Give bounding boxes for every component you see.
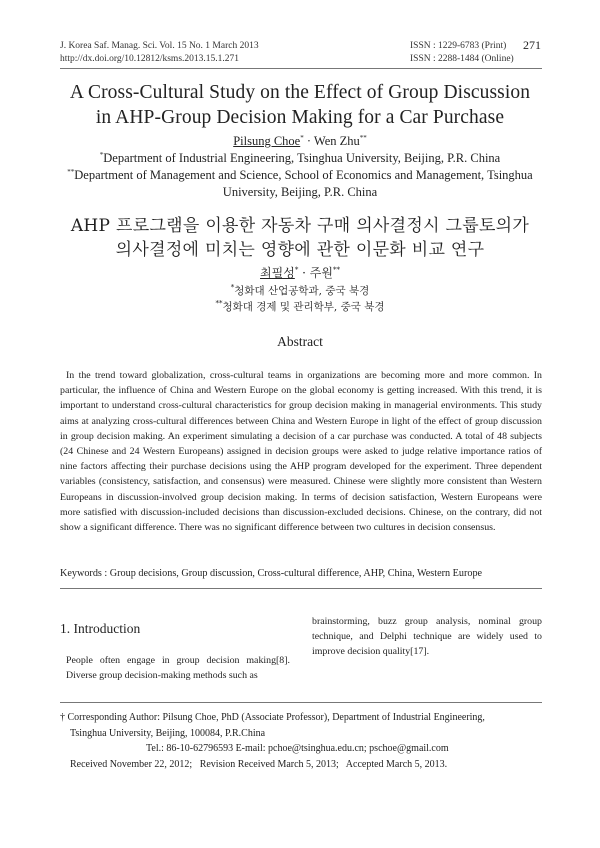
intro-left-column: People often engage in group decision making[8]. Diverse group decision-making methods such as (66, 655, 290, 682)
corresponding-author-note (60, 710, 542, 772)
korean-title-line2: 의사결정에 미치는 영향에 관한 이문화 비교 연구 (115, 240, 485, 260)
paper-title-line2: in AHP-Group Decision Making for a Car Purchase (95, 107, 505, 128)
affiliation-2-cont: University, Beijing, P.R. China (222, 185, 378, 199)
korean-title-line1: AHP 프로그램을 이용한 자동차 구매 의사결정시 그룹토의가 (70, 216, 530, 236)
page-number: 271 (523, 38, 541, 52)
abstract-body: In the trend toward globalization, cross-cultural teams in organizations are becoming more and more common. In particular, the influence of China and Western Europe on the global economy is getting increased. With this trend, it is important to understand cross-cultural characteristics for group decision making in managerial environments. This study aims at analyzing cross-cultural differences between China and Western Europe in light of the effect of group discussion in group decision making. An experiment simulating a decision of a car purchase was conducted. A total of 48 subjects (24 Chinese and 24 Western Europeans) assigned in decision groups were asked to judge relative importance ratios of nine factors affecting their purchase decisions using the AHP program developed for the experiment. Three dependent variables (consistency, satisfaction, and consensus) were measured. Chinese were slightly more consistent than Western Europeans in discussion-involved group decision making. In terms of decision satisfaction, Western Europeans were more satisfied with discussion-included decisions than discussion-excluded decisions. Chinese, on the contrary, did not show a significant difference. There was no significant difference between two cultures in decision consensus. (60, 370, 542, 534)
author-mark: * (294, 266, 299, 274)
affiliation-text: 청화대 산업공학과, 중국 북경 (234, 285, 370, 297)
section-heading-introduction: 1. Introduction (60, 621, 141, 636)
footnote-rule (60, 702, 542, 703)
affiliation-2 (0, 167, 600, 184)
affiliation-mark: * (230, 283, 235, 292)
author-name: 주원 (309, 266, 333, 280)
footnote-line: Tsinghua University, Beijing, 100084, P.R.China (70, 727, 266, 739)
keywords: Keywords : Group decisions, Group discussion, Cross-cultural difference, AHP, China, Western Europe (60, 568, 483, 579)
korean-affiliation-2 (0, 300, 600, 315)
doi-link[interactable]: http://dx.doi.org/10.12812/ksms.2013.15.1.271 (60, 54, 240, 64)
author-name: 최필성 (260, 266, 295, 280)
accepted-date: Accepted March 5, 2013. (345, 758, 448, 770)
footnote-line: Corresponding Author: Pilsung Choe, PhD (Associate Professor), Department of Industrial Engineering, (67, 712, 485, 723)
affiliation-1 (0, 150, 600, 167)
author-name: Wen Zhu (313, 134, 360, 148)
footnote-contact: Tel.: 86-10-62796593 E-mail: pchoe@tsinghua.edu.cn; pschoe@gmail.com (146, 743, 449, 754)
revision-date: Revision Received March 5, 2013; (199, 758, 339, 770)
header-rule (60, 68, 542, 69)
journal-citation: J. Korea Saf. Manag. Sci. Vol. 15 No. 1 March 2013 (60, 41, 259, 51)
affiliation-text: Department of Management and Science, School of Economics and Management, Tsinghua (74, 168, 533, 182)
affiliation-text: 청화대 경제 및 관리학부, 중국 북경 (222, 301, 385, 313)
korean-affiliation-1 (0, 284, 600, 299)
author-separator: · (303, 134, 314, 148)
author-mark: * (300, 133, 304, 142)
korean-author-list (0, 265, 600, 281)
author-name: Pilsung Choe (233, 134, 301, 148)
author-mark: ** (332, 266, 340, 274)
dagger-marker: † (60, 712, 65, 723)
affiliation-mark: ** (67, 167, 75, 176)
intro-right-column: brainstorming, buzz group analysis, nominal group technique, and Delphi technique are widely used to improve decision quality[17]. (312, 616, 542, 658)
affiliation-text: Department of Industrial Engineering, Tsinghua University, Beijing, P.R. China (103, 151, 501, 165)
author-list (0, 133, 600, 149)
abstract-heading: Abstract (277, 334, 323, 349)
paper-title-line1: A Cross-Cultural Study on the Effect of Group Discussion (69, 82, 531, 103)
affiliation-mark: * (99, 150, 104, 159)
author-mark: ** (359, 133, 367, 142)
issn-print: ISSN : 1229-6783 (Print) (410, 41, 507, 51)
received-date: Received November 22, 2012; (70, 758, 193, 770)
author-separator: · (298, 266, 310, 280)
abstract-rule (60, 588, 542, 589)
issn-online: ISSN : 2288-1484 (Online) (410, 54, 514, 64)
affiliation-mark: ** (215, 299, 223, 308)
received-dates (60, 757, 542, 773)
